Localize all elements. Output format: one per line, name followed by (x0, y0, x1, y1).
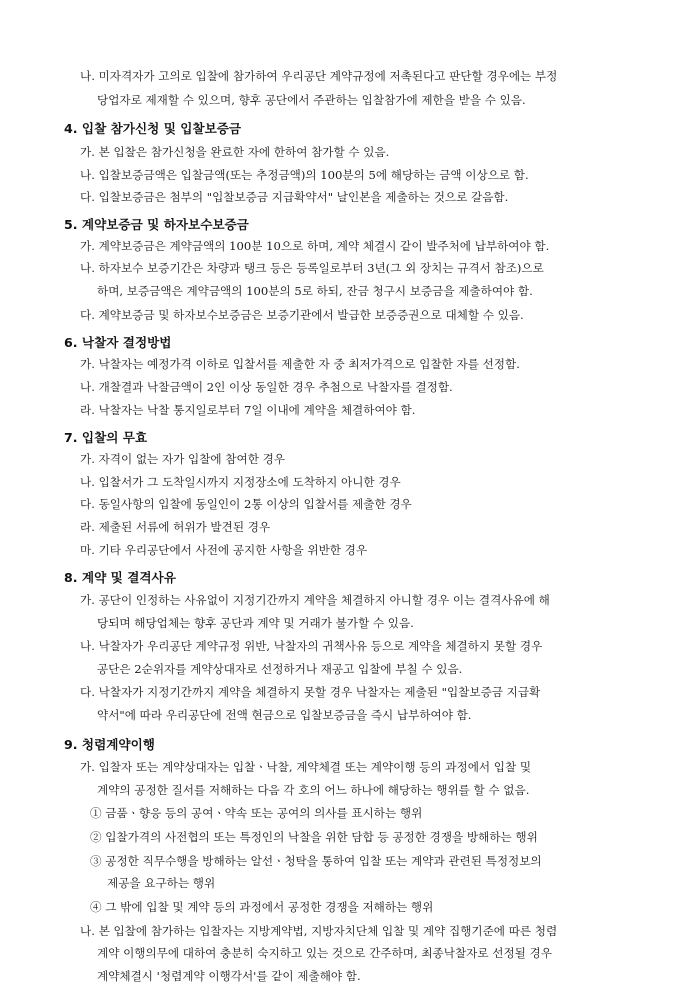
section9-subitem-3-line1: ③ 공정한 직무수행을 방해하는 알선ㆍ청탁을 통하여 입찰 또는 계약과 관련된 특정정보의 (90, 853, 542, 868)
section5-item-na-line1: 나. 하자보수 보증기간은 차량과 탱크 등은 등록일로부터 3년(그 외 장치는 규격서 참조)으로 (80, 261, 544, 276)
section7-item-ra: 라. 제출된 서류에 허위가 발견된 경우 (80, 520, 271, 534)
section9-item-na-line3: 계약체결시 '청렴계약 이행각서'를 같이 제출해야 함. (97, 969, 361, 983)
section8-heading: 8. 계약 및 결격사유 (64, 570, 176, 586)
section7-item-ga: 가. 자격이 없는 자가 입찰에 참여한 경우 (80, 451, 285, 466)
section9-subitem-3-line2: 제공을 요구하는 행위 (107, 876, 216, 891)
section8-item-da-line2: 약서"에 따라 우리공단에 전액 현금으로 입찰보증금을 즉시 납부하여야 함. (97, 707, 472, 722)
section8-item-na-line2: 공단은 2순위자를 계약상대자로 선정하거나 재공고 입찰에 부칠 수 있음. (97, 662, 463, 677)
section8-item-ga-line2: 당되며 해당업체는 향후 공단과 계약 및 거래가 불가할 수 있음. (97, 615, 414, 630)
section7-heading: 7. 입찰의 무효 (64, 430, 148, 446)
section9-heading: 9. 청렴계약이행 (64, 737, 155, 753)
section9-item-ga-line2: 계약의 공정한 질서를 저해하는 다음 각 호의 어느 하나에 해당하는 행위를 할 수 없음. (97, 782, 530, 797)
section8-item-na-line1: 나. 낙찰자가 우리공단 계약규정 위반, 낙찰자의 귀책사유 등으로 계약을 체결하지 못할 경우 (80, 639, 543, 654)
section3-item-na-line2: 당업자로 제재할 수 있으며, 향후 공단에서 주관하는 입찰참가에 제한을 받을 수 있음. (97, 92, 526, 107)
section6-item-na: 나. 개찰결과 낙찰금액이 2인 이상 동일한 경우 추첨으로 낙찰자를 결정함. (80, 379, 453, 394)
section6-heading: 6. 낙찰자 결정방법 (64, 334, 172, 350)
section9-item-na-line1: 나. 본 입찰에 참가하는 입찰자는 지방계약법, 지방자치단체 입찰 및 계약 집행기준에 따른 청렴 (80, 923, 558, 938)
section9-item-na-line2: 계약 이행의무에 대하여 충분히 숙지하고 있는 것으로 간주하며, 최종낙찰자로 선정될 경우 (97, 946, 552, 961)
section5-heading: 5. 계약보증금 및 하자보수보증금 (64, 217, 249, 233)
section6-item-ra: 라. 낙찰자는 낙찰 통지일로부터 7일 이내에 계약을 체결하여야 함. (80, 402, 416, 417)
section7-item-ma: 마. 기타 우리공단에서 사전에 공지한 사항을 위반한 경우 (80, 542, 368, 557)
section4-heading: 4. 입찰 참가신청 및 입찰보증금 (64, 121, 242, 137)
section7-item-na: 나. 입찰서가 그 도착일시까지 지정장소에 도착하지 아니한 경우 (80, 474, 401, 489)
section9-subitem-4: ④ 그 밖에 입찰 및 계약 등의 과정에서 공정한 경쟁을 저해하는 행위 (90, 899, 434, 914)
section6-item-ga: 가. 낙찰자는 예정가격 이하로 입찰서를 제출한 자 중 최저가격으로 입찰한 자를 선정함. (80, 357, 520, 372)
section4-item-ga: 가. 본 입찰은 참가신청을 완료한 자에 한하여 참가할 수 있음. (80, 145, 390, 159)
section4-item-da: 다. 입찰보증금은 첨부의 "입찰보증금 지급확약서" 날인본을 제출하는 것으로 갈음함. (80, 190, 509, 205)
section4-item-na: 나. 입찰보증금액은 입찰금액(또는 추정금액)의 100분의 5에 해당하는 금액 이상으로 함. (80, 167, 529, 182)
section8-item-ga-line1: 가. 공단이 인정하는 사유없이 지정기간까지 계약을 체결하지 아니할 경우 이는 결격사유에 해 (80, 593, 550, 607)
section7-item-da: 다. 동일사항의 입찰에 동일인이 2통 이상의 입찰서를 제출한 경우 (80, 497, 412, 512)
section9-item-ga-line1: 가. 입찰자 또는 계약상대자는 입찰ㆍ낙찰, 계약체결 또는 계약이행 등의 과정에서 입찰 및 (80, 759, 532, 774)
section5-item-da: 다. 계약보증금 및 하자보수보증금은 보증기관에서 발급한 보증증권으로 대체할 수 있음. (80, 307, 524, 322)
section9-subitem-2: ② 입찰가격의 사전협의 또는 특정인의 낙찰을 위한 담합 등 공정한 경쟁을 방해하는 행위 (90, 829, 538, 844)
section5-item-ga: 가. 계약보증금은 계약금액의 100분 10으로 하며, 계약 체결시 같이 발주처에 납부하여야 함. (80, 238, 550, 253)
section5-item-na-line2: 하며, 보증금액은 계약금액의 100분의 5로 하되, 잔금 청구시 보증금을 제출하여야 함. (97, 284, 533, 299)
section9-subitem-1: ① 금품ㆍ향응 등의 공여ㆍ약속 또는 공여의 의사를 표시하는 행위 (90, 806, 423, 821)
section8-item-da-line1: 다. 낙찰자가 지정기간까지 계약을 체결하지 못할 경우 낙찰자는 제출된 "입찰보증금 지급확 (80, 684, 541, 699)
section3-item-na-line1: 나. 미자격자가 고의로 입찰에 참가하여 우리공단 계약규정에 저촉된다고 판단할 경우에는 부정 (80, 69, 558, 83)
